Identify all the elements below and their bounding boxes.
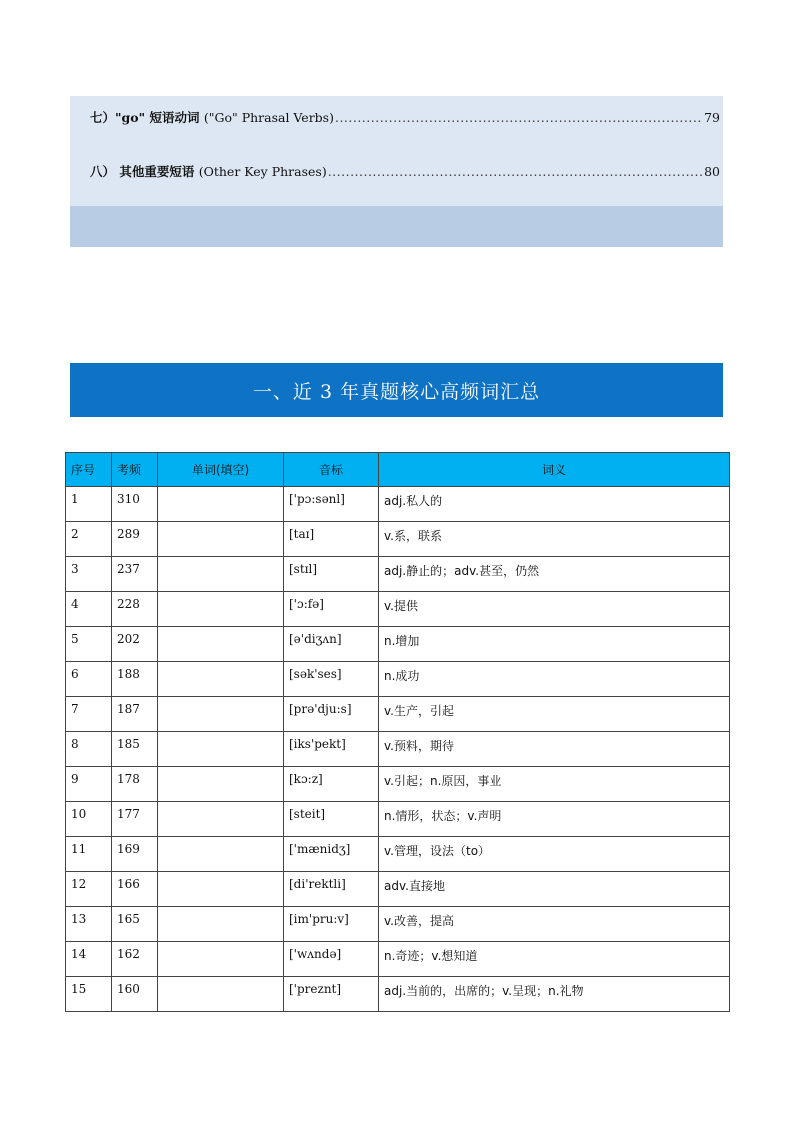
cell-frequency: 169 — [112, 837, 158, 872]
cell-frequency: 289 — [112, 522, 158, 557]
cell-phonetic: ['ɔ:fə] — [284, 592, 379, 627]
cell-word-blank[interactable] — [158, 732, 284, 767]
cell-word-blank[interactable] — [158, 872, 284, 907]
toc-dot-leader — [335, 110, 703, 125]
cell-index: 14 — [66, 942, 112, 977]
table-row — [66, 592, 730, 627]
cell-meaning: adj.私人的 — [379, 487, 730, 522]
cell-phonetic: [di'rektli] — [284, 872, 379, 907]
cell-meaning: v.生产，引起 — [379, 697, 730, 732]
cell-word-blank[interactable] — [158, 522, 284, 557]
cell-index: 4 — [66, 592, 112, 627]
cell-meaning: n.奇迹；v.想知道 — [379, 942, 730, 977]
cell-frequency: 188 — [112, 662, 158, 697]
cell-word-blank[interactable] — [158, 662, 284, 697]
cell-word-blank[interactable] — [158, 487, 284, 522]
cell-phonetic: [prə'dju:s] — [284, 697, 379, 732]
cell-word-blank[interactable] — [158, 942, 284, 977]
cell-phonetic: [steit] — [284, 802, 379, 837]
cell-index: 8 — [66, 732, 112, 767]
cell-frequency: 165 — [112, 907, 158, 942]
toc-footer-band — [70, 206, 723, 247]
cell-meaning: v.提供 — [379, 592, 730, 627]
table-row — [66, 487, 730, 522]
toc-entry-label: 八） 其他重要短语 (Other Key Phrases) — [90, 164, 327, 179]
cell-word-blank[interactable] — [158, 767, 284, 802]
cell-meaning: v.预料，期待 — [379, 732, 730, 767]
cell-meaning: adj.当前的，出席的；v.呈现；n.礼物 — [379, 977, 730, 1012]
header-frequency: 考频 — [112, 453, 158, 487]
cell-index: 12 — [66, 872, 112, 907]
table-of-contents — [70, 96, 723, 247]
cell-index: 10 — [66, 802, 112, 837]
table-row — [66, 837, 730, 872]
header-word: 单词(填空) — [158, 453, 284, 487]
cell-meaning: adv.直接地 — [379, 872, 730, 907]
cell-meaning: adj.静止的；adv.甚至，仍然 — [379, 557, 730, 592]
table-row — [66, 522, 730, 557]
cell-index: 1 — [66, 487, 112, 522]
cell-meaning: v.引起；n.原因，事业 — [379, 767, 730, 802]
cell-index: 3 — [66, 557, 112, 592]
header-phonetic: 音标 — [284, 453, 379, 487]
cell-phonetic: [im'pru:v] — [284, 907, 379, 942]
cell-phonetic: [iks'pekt] — [284, 732, 379, 767]
table-row — [66, 767, 730, 802]
table-row — [66, 697, 730, 732]
header-meaning: 词义 — [379, 453, 730, 487]
table-row — [66, 732, 730, 767]
section-heading — [70, 363, 723, 417]
toc-entry[interactable] — [90, 162, 720, 182]
table-row — [66, 977, 730, 1012]
cell-frequency: 166 — [112, 872, 158, 907]
cell-phonetic: ['mænidʒ] — [284, 837, 379, 872]
cell-frequency: 160 — [112, 977, 158, 1012]
cell-word-blank[interactable] — [158, 592, 284, 627]
cell-meaning: n.成功 — [379, 662, 730, 697]
toc-dot-leader — [328, 164, 703, 179]
toc-page-number: 80 — [704, 164, 720, 179]
cell-index: 2 — [66, 522, 112, 557]
cell-word-blank[interactable] — [158, 907, 284, 942]
cell-index: 13 — [66, 907, 112, 942]
cell-frequency: 228 — [112, 592, 158, 627]
cell-frequency: 185 — [112, 732, 158, 767]
cell-meaning: v.系，联系 — [379, 522, 730, 557]
table-row — [66, 907, 730, 942]
cell-frequency: 202 — [112, 627, 158, 662]
toc-page-number: 79 — [704, 110, 720, 125]
header-index: 序号 — [66, 453, 112, 487]
cell-word-blank[interactable] — [158, 697, 284, 732]
table-row — [66, 662, 730, 697]
toc-entry-label: 七）"go" 短语动词 ("Go" Phrasal Verbs) — [90, 110, 334, 125]
cell-meaning: n.情形，状态；v.声明 — [379, 802, 730, 837]
cell-index: 7 — [66, 697, 112, 732]
cell-phonetic: ['pɔ:sənl] — [284, 487, 379, 522]
cell-frequency: 237 — [112, 557, 158, 592]
cell-meaning: v.改善，提高 — [379, 907, 730, 942]
cell-word-blank[interactable] — [158, 557, 284, 592]
cell-phonetic: [sək'ses] — [284, 662, 379, 697]
table-row — [66, 557, 730, 592]
cell-index: 5 — [66, 627, 112, 662]
cell-index: 9 — [66, 767, 112, 802]
cell-frequency: 310 — [112, 487, 158, 522]
cell-meaning: n.增加 — [379, 627, 730, 662]
cell-word-blank[interactable] — [158, 837, 284, 872]
cell-index: 6 — [66, 662, 112, 697]
table-row — [66, 627, 730, 662]
cell-phonetic: [ə'diʒʌn] — [284, 627, 379, 662]
section-title: 一、近 3 年真题核心高频词汇总 — [252, 380, 541, 403]
cell-phonetic: [kɔ:z] — [284, 767, 379, 802]
cell-index: 11 — [66, 837, 112, 872]
cell-frequency: 162 — [112, 942, 158, 977]
cell-frequency: 187 — [112, 697, 158, 732]
cell-phonetic: ['preznt] — [284, 977, 379, 1012]
cell-word-blank[interactable] — [158, 802, 284, 837]
cell-index: 15 — [66, 977, 112, 1012]
cell-phonetic: ['wʌndə] — [284, 942, 379, 977]
table-row — [66, 942, 730, 977]
cell-frequency: 178 — [112, 767, 158, 802]
table-row — [66, 802, 730, 837]
toc-entry[interactable] — [90, 108, 720, 128]
table-row — [66, 872, 730, 907]
cell-phonetic: [stɪl] — [284, 557, 379, 592]
cell-phonetic: [taɪ] — [284, 522, 379, 557]
table-header-row — [66, 453, 730, 487]
cell-meaning: v.管理，设法（to） — [379, 837, 730, 872]
cell-frequency: 177 — [112, 802, 158, 837]
cell-word-blank[interactable] — [158, 627, 284, 662]
vocabulary-table — [65, 452, 730, 1012]
cell-word-blank[interactable] — [158, 977, 284, 1012]
